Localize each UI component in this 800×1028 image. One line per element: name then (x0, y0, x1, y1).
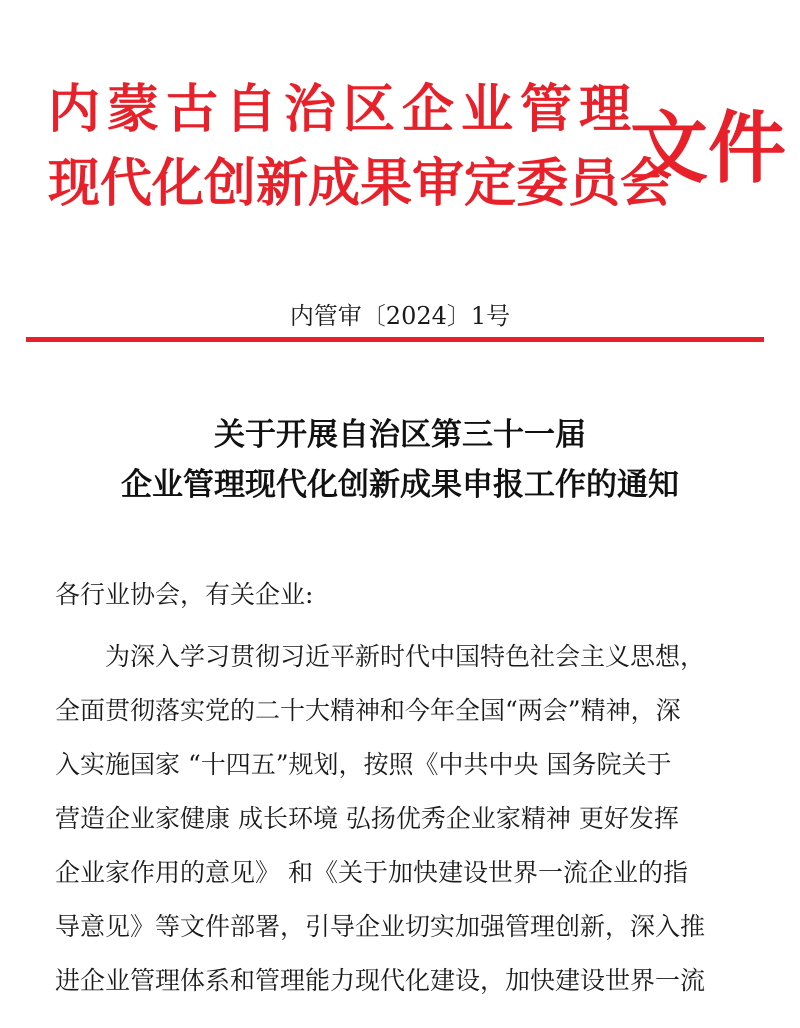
document-number: 内管审〔2024〕1号 (289, 302, 511, 330)
body-line: 入实施国家 “十四五”规划，按照《中共中央 国务院关于 (55, 750, 672, 779)
body-line: 企业家作用的意见》 和《关于加快建设世界一流企业的指 (55, 858, 688, 887)
document-suffix: 文件 (630, 104, 787, 194)
notice-title-line-2: 企业管理现代化创新成果申报工作的通知 (121, 467, 679, 503)
notice-title-line-1: 关于开展自治区第三十一届 (214, 417, 586, 453)
body-line: 营造企业家健康 成长环境 弘扬优秀企业家精神 更好发挥 (55, 804, 679, 833)
body-line: 全面贯彻落实党的二十大精神和今年全国“两会”精神，深 (55, 696, 681, 725)
salutation: 各行业协会，有关企业: (55, 580, 314, 609)
body-line: 为深入学习贯彻习近平新时代中国特色社会主义思想， (105, 642, 706, 671)
org-name-line-2: 现代化创新成果审定委员会 (48, 154, 673, 214)
body-line: 导意见》等文件部署，引导企业切实加强管理创新，深入推 (55, 912, 706, 941)
body-line: 进企业管理体系和管理能力现代化建设，加快建设世界一流 (55, 966, 706, 995)
org-name-line-1: 内蒙古自治区企业管理 (48, 80, 639, 140)
issuing-organization (48, 74, 673, 220)
notice-title (0, 410, 800, 510)
red-divider-line (26, 337, 764, 342)
body-paragraph (55, 630, 755, 1008)
